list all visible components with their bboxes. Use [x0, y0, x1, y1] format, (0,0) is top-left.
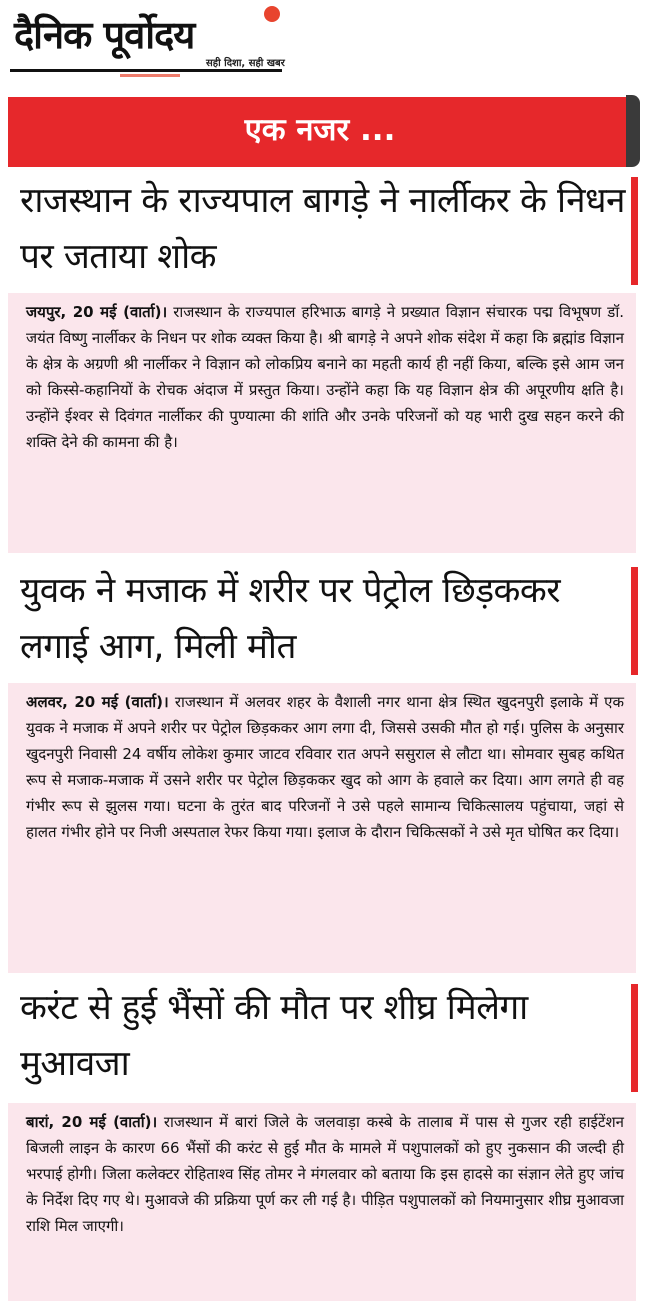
article-1-dateline: जयपुर, 20 मई (वार्ता)। [26, 303, 168, 321]
article-2-text: राजस्थान में अलवर शहर के वैशाली नगर थाना क्षेत्र स्थित खुदनपुरी इलाके में एक युवक ने मजाक में अपने शरीर पर पेट्रोल छिड़ककर आग लगा दी, जिससे उसकी मौत हो गई। पुलिस के अनुसार खुदनपुरी निवासी 24 वर्षीय लोकेश कुमार जाटव रविवार रात अपने ससुराल से लौटा था। सोमवार सुबह कथित रूप से मजाक-मजाक में उसने शरीर पर पेट्रोल छिड़ककर खुद को आग के हवाले कर दिया। आग लगते ही वह गंभीर रूप से झुलस गया। घटना के तुरंत बाद परिजनों ने उसे पहले सामान्य चिकित्सालय पहुंचाया, जहां से हालत गंभीर होने पर निजी अस्पताल रेफर किया गया। इलाज के दौरान चिकित्सकों ने उसे मृत घोषित कर दिया। [26, 693, 624, 841]
article-3-headline: करंट से हुई भैंसों की मौत पर शीघ्र मिलेगा मुआवजा [8, 980, 630, 1096]
section-title: एक नजर ... [244, 112, 396, 148]
article-3-body [8, 1103, 636, 1301]
article-1-headline: राजस्थान के राज्यपाल बागड़े ने नार्लीकर के निधन पर जताया शोक [8, 173, 630, 289]
masthead-rule [10, 69, 282, 72]
article-3-dateline: बारां, 20 मई (वार्ता)। [26, 1113, 158, 1131]
article-3-text: राजस्थान में बारां जिले के जलवाड़ा कस्बे के तालाब में पास से गुजर रही हाईटेंशन बिजली लाइन के कारण 66 भैंसों की करंट से हुई मौत के मामले में पशुपालकों को हुए नुकसान की जल्दी ही भरपाई होगी। जिला कलेक्टर रोहिताश्व सिंह तोमर ने मंगलवार को बताया कि इस हादसे का संज्ञान लेते हुए जांच के निर्देश दिए गए थे। मुआवजे की प्रक्रिया पूर्ण कर ली गई है। पीड़ित पशुपालकों को नियमानुसार शीघ्र मुआवजा राशि मिल जाएगी। [26, 1113, 624, 1235]
newspaper-logo: दैनिक पूर्वोदय [14, 13, 195, 57]
article-1-body [8, 293, 636, 553]
masthead-subline [120, 74, 180, 77]
article-2-body [8, 683, 636, 973]
tagline: सही दिशा, सही खबर [206, 58, 285, 69]
logo-dot-icon [264, 6, 280, 22]
masthead [0, 0, 645, 92]
article-1-text: राजस्थान के राज्यपाल हरिभाऊ बागड़े ने प्रख्यात विज्ञान संचारक पद्म विभूषण डॉ. जयंत विष्णु नार्लीकर के निधन पर शोक व्यक्त किया है। श्री बागड़े ने अपने शोक संदेश में कहा कि ब्रह्मांड विज्ञान के क्षेत्र के अग्रणी श्री नार्लीकर ने विज्ञान को लोकप्रिय बनाने का महती कार्य ही नहीं किया, बल्कि इसे आम जन को किस्से-कहानियों के रोचक अंदाज में प्रस्तुत किया। उन्होंने कहा कि यह विज्ञान क्षेत्र की अपूरणीय क्षति है। उन्होंने ईश्वर से दिवंगत नार्लीकर की पुण्यात्मा की शांति और उनके परिजनों को यह भारी दुख सहन करने की शक्ति देने की कामना की है। [26, 303, 624, 451]
article-2-headline: युवक ने मजाक में शरीर पर पेट्रोल छिड़ककर लगाई आग, मिली मौत [8, 563, 630, 679]
article-2-dateline: अलवर, 20 मई (वार्ता)। [26, 693, 169, 711]
